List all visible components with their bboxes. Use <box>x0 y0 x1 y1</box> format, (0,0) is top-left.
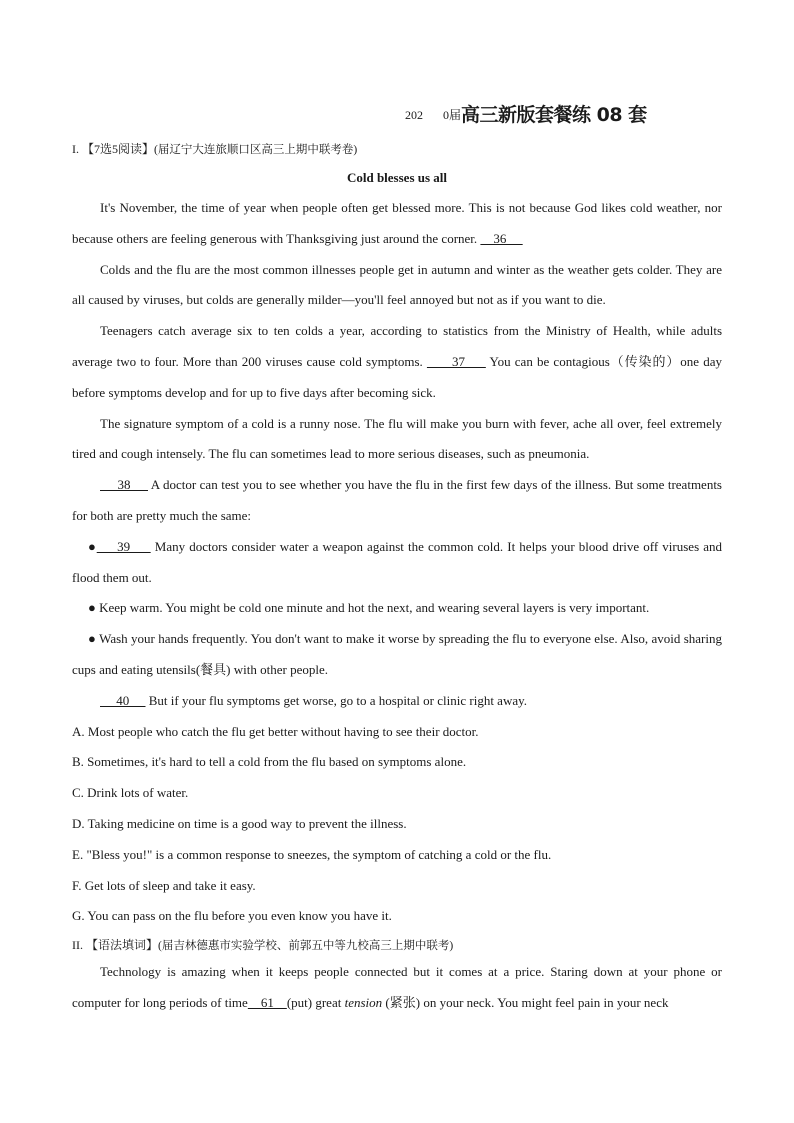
paragraph-3-text-a: Teenagers catch average six to ten colds a year, according to statistics from the Ministry of Health, while adults average two to four. More than 200 viruses cause cold symptoms. <box>72 323 722 369</box>
paragraph-6-text: But if your flu symptoms get worse, go to a hospital or clinic right away. <box>145 692 528 708</box>
option-f: F. Get lots of sleep and take it easy. <box>72 877 256 893</box>
section2-source: (届吉林德惠市实验学校、前郭五中等九校高三上期中联考) <box>158 940 454 953</box>
blank-38: 38 <box>100 477 148 493</box>
bullet-2: ● Keep warm. You might be cold one minute and hot the next, and wearing several layers is very important. <box>88 600 650 616</box>
bullet-1-mark: ● <box>88 538 97 554</box>
paragraph-2: Colds and the flu are the most common illnesses people get in autumn and winter as the weather gets colder. They are all caused by viruses, but colds are generally milder—you'll feel annoyed but not as if you want to die. <box>72 261 722 308</box>
option-a: A. Most people who catch the flu get better without having to see their doctor. <box>72 723 479 739</box>
blank-37: 37 <box>426 353 486 369</box>
bullet-1-text: Many doctors consider water a weapon against the common cold. It helps your blood drive off viruses and flood them out. <box>72 538 723 585</box>
passage2-text-c: (紧张) on your neck. You might feel pain in your neck <box>382 994 669 1010</box>
paragraph-1-text: It's November, the time of year when people often get blessed more. This is not because God likes cold weather, nor because others are feeling generous with Thanksgiving just around the corner. <box>72 200 722 246</box>
blank-39: 39 <box>96 538 151 554</box>
header-jie: 0届 <box>443 108 462 122</box>
document-header <box>405 100 785 126</box>
option-e: E. "Bless you!" is a common response to sneezes, the symptom of catching a cold or the flu. <box>72 846 552 862</box>
bullet-3: ● Wash your hands frequently. You don't want to make it worse by spreading the flu to everyone else. Also, avoid sharing cups and eating utensils(餐具) with other people. <box>72 631 722 677</box>
paragraph-1 <box>72 193 722 255</box>
bullet-1 <box>72 532 722 594</box>
paragraph-3-text-b: You can be contagious（传染的）one day before symptoms develop and for up to five days after becoming sick. <box>72 353 722 400</box>
document-body <box>72 138 722 1019</box>
blank-36: 36 <box>480 230 523 246</box>
section1-label: I. 【7选5阅读】 <box>72 142 154 156</box>
section2-heading <box>72 934 722 957</box>
passage2-paragraph-1 <box>72 957 722 1019</box>
option-d: D. Taking medicine on time is a good way to prevent the illness. <box>72 815 407 831</box>
option-c: C. Drink lots of water. <box>72 785 189 801</box>
paragraph-5 <box>72 470 722 532</box>
passage2-text-b: (put) great <box>286 994 345 1010</box>
passage2-tension-word: tension <box>344 994 383 1010</box>
paragraph-4: The signature symptom of a cold is a runny nose. The flu will make you burn with fever, ache all over, feel extremely tired and cough intensely. The flu can sometimes lead to more serious diseases, such as pneumonia. <box>72 415 722 462</box>
passage-title: Cold blesses us all <box>346 170 448 185</box>
header-year: 202 <box>405 108 423 122</box>
section1-source: (届辽宁大连旅顺口区高三上期中联考卷) <box>154 144 358 156</box>
option-g: G. You can pass on the flu before you even know you have it. <box>72 908 392 924</box>
section1-heading <box>72 138 722 161</box>
blank-61: 61 <box>247 994 287 1010</box>
option-b: B. Sometimes, it's hard to tell a cold from the flu based on symptoms alone. <box>72 754 467 770</box>
blank-40: 40 <box>100 692 146 708</box>
paragraph-6 <box>72 686 722 717</box>
paragraph-5-text: A doctor can test you to see whether you have the flu in the first few days of the illness. But some treatments for both are pretty much the same: <box>72 477 722 523</box>
section2-label: II. 【语法填词】 <box>72 938 158 953</box>
paragraph-3 <box>72 316 722 408</box>
header-title: 高三新版套餐练 08 套 <box>461 104 647 126</box>
passage2-text-a: Technology is amazing when it keeps people connected but it comes at a price. Staring down at your phone or computer for long periods of time <box>72 964 722 1010</box>
